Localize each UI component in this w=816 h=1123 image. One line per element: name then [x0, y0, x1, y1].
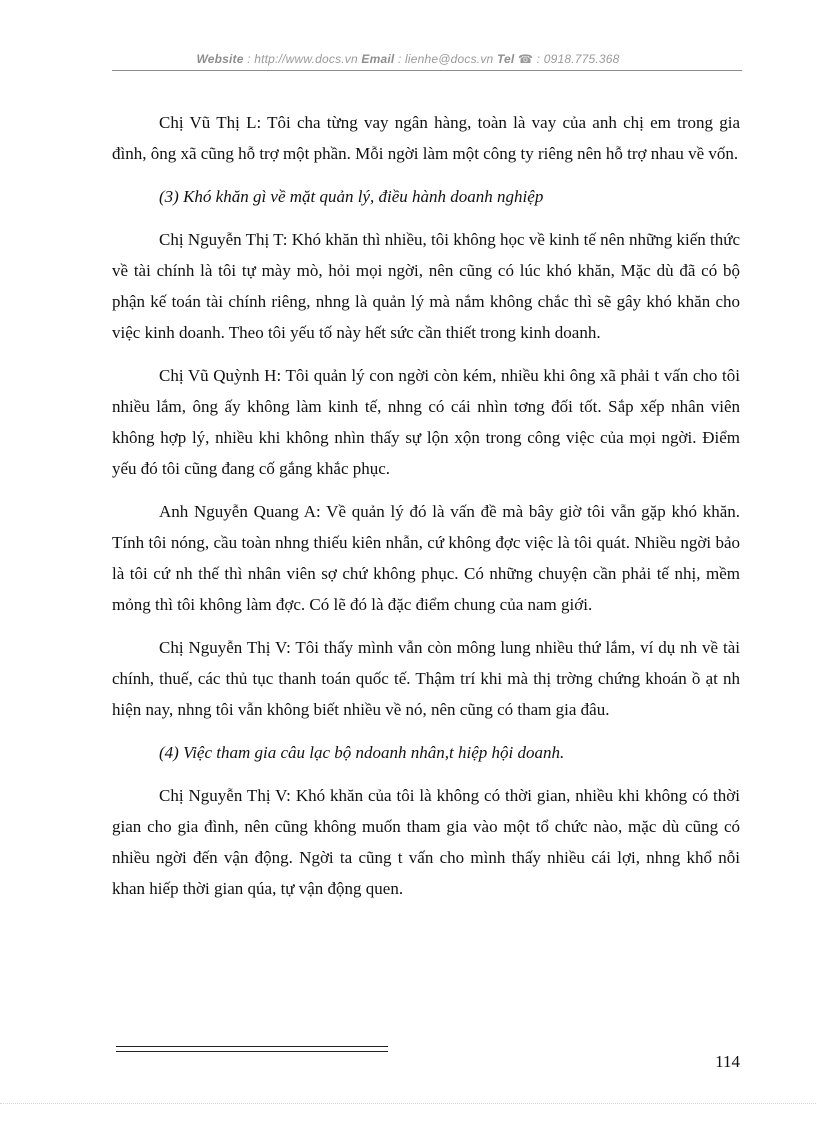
footnote-divider	[116, 1046, 388, 1052]
paragraph: Chị Nguyễn Thị T: Khó khăn thì nhiều, tôi không học về kinh tế nên những kiến thức về tài chính là tôi tự mày mò, hỏi mọi ngời, nên cũng có lúc khó khăn, Mặc dù đã có bộ phận kế toán tài chính riêng, nhng là quản lý mà nắm không chắc thì sẽ gây khó khăn cho việc kinh doanh. Theo tôi yếu tố này hết sức cần thiết trong kinh doanh.	[112, 230, 740, 342]
paragraph: Anh Nguyễn Quang A: Về quản lý đó là vấn đề mà bây giờ tôi vẫn gặp khó khăn. Tính tôi nóng, cầu toàn nhng thiếu kiên nhẫn, cứ không đợc việc là tôi quát. Nhiều ngời bảo là tôi cứ nh thế thì nhân viên sợ chứ không phục. Có những chuyện cần phải tế nhị, mềm mỏng thì tôi không làm đợc. Có lẽ đó là đặc điểm chung của nam giới.	[112, 502, 740, 614]
tel-label: Tel	[496, 52, 515, 66]
section-heading: (4) Việc tham gia câu lạc bộ ndoanh nhân,t hiệp hội doanh.	[159, 743, 565, 762]
paragraph: Chị Nguyễn Thị V: Khó khăn của tôi là không có thời gian, nhiều khi không có thời gian cho gia đình, nên cũng không muốn tham gia vào một tổ chức nào, mặc dù cũng có nhiều ngời đến vận động. Ngời ta cũng t vấn cho mình thấy nhiều cái lợi, nhng khổ nỗi khan hiếp thời gian qúa, tự vận động quen.	[112, 786, 740, 898]
document-body	[112, 107, 740, 916]
website-label: Website	[196, 52, 244, 66]
page-number: 114	[715, 1052, 740, 1071]
email-label: Email	[361, 52, 395, 66]
website-value[interactable]: : http://www.docs.vn	[243, 52, 362, 66]
paragraph: Chị Vũ Quỳnh H: Tôi quản lý con ngời còn kém, nhiều khi ông xã phải t vấn cho tôi nhiều lắm, ông ấy không làm kinh tế, nhng có cái nhìn tơng đối tốt. Sắp xếp nhân viên không hợp lý, nhiều khi không nhìn thấy sự lộn xộn trong công việc của mọi ngời. Điểm yếu đó tôi cũng đang cố gắng khắc phục.	[112, 366, 740, 478]
page-header	[0, 52, 816, 66]
page-bottom-border	[0, 1103, 816, 1104]
section-heading: (3) Khó khăn gì về mặt quản lý, điều hành doanh nghiệp	[159, 187, 544, 206]
email-value[interactable]: : lienhe@docs.vn	[394, 52, 497, 66]
paragraph: Chị Nguyễn Thị V: Tôi thấy mình vẫn còn mông lung nhiều thứ lắm, ví dụ nh về tài chính, thuế, các thủ tục thanh toán quốc tế. Thậm trí khi mà thị trờng chứng khoán ồ ạt nh hiện nay, nhng tôi vẫn không biết nhiều về nó, nên cũng có tham gia đâu.	[112, 638, 740, 719]
tel-value: ☎ : 0918.775.368	[514, 52, 620, 66]
header-divider	[112, 70, 742, 71]
paragraph: Chị Vũ Thị L: Tôi cha từng vay ngân hàng, toàn là vay của anh chị em trong gia đình, ông xã cũng hỗ trợ một phần. Mỗi ngời làm một công ty riêng nên hỗ trợ nhau về vốn.	[112, 113, 740, 163]
